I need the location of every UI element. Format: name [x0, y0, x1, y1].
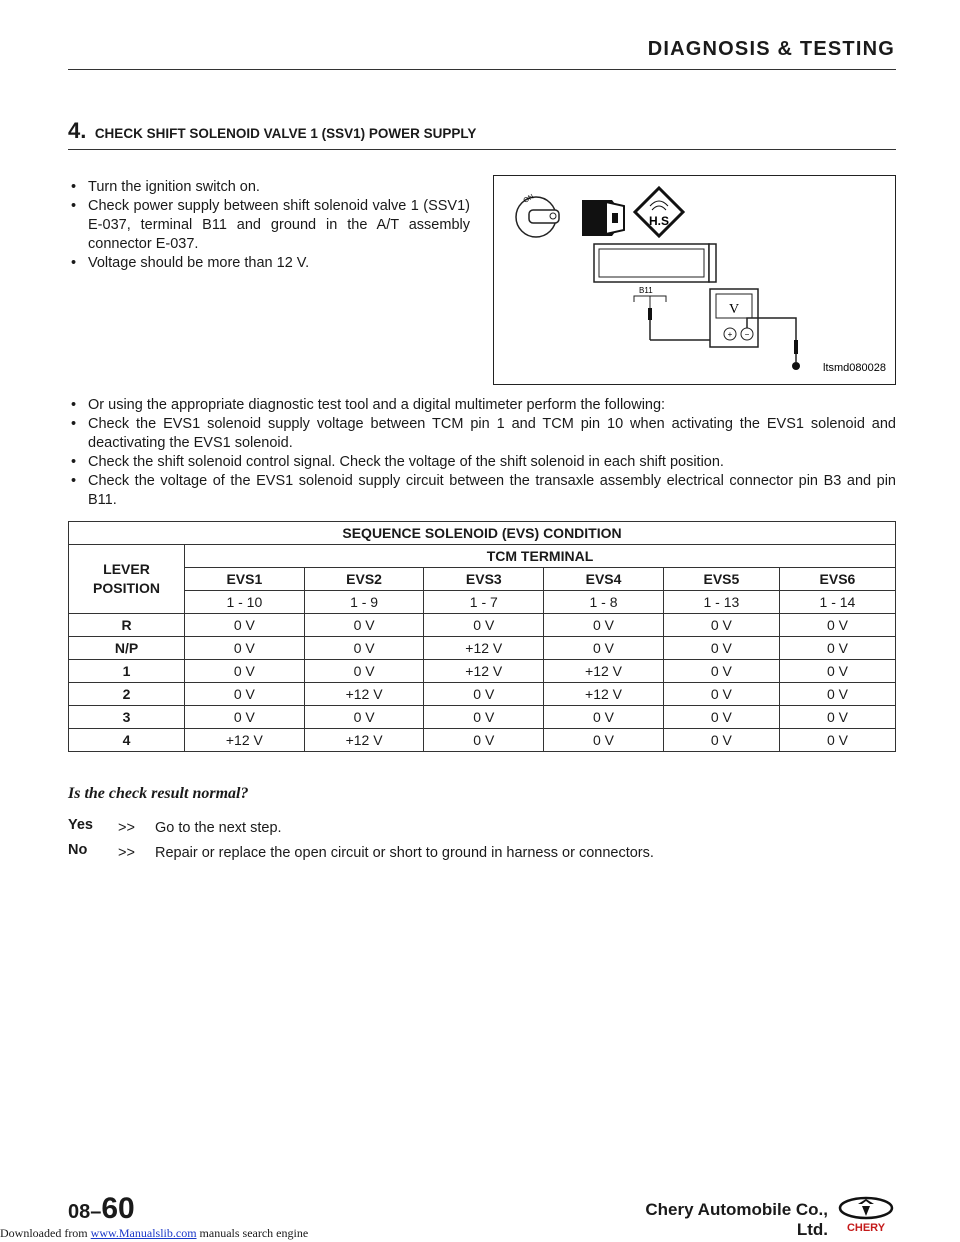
- voltage-cell: 0 V: [779, 614, 895, 637]
- svg-text:ON: ON: [522, 193, 536, 205]
- table-row: [69, 706, 896, 729]
- download-prefix: Downloaded from: [0, 1226, 88, 1240]
- column-header: EVS2: [304, 568, 424, 591]
- column-header-row: [69, 568, 896, 591]
- voltage-cell: +12 V: [424, 637, 544, 660]
- voltage-cell: +12 V: [424, 660, 544, 683]
- voltage-cell: 0 V: [424, 706, 544, 729]
- chery-logo: [836, 1194, 896, 1236]
- svg-text:−: −: [744, 330, 750, 339]
- step-title: CHECK SHIFT SOLENOID VALVE 1 (SSV1) POWER SUPPLY: [94, 126, 477, 141]
- wiring-diagram-figure: [493, 175, 896, 385]
- svg-text:CHERY: CHERY: [846, 1222, 886, 1234]
- tcm-terminal-header: TCM TERMINAL: [185, 545, 896, 568]
- lever-position: N/P: [69, 637, 185, 660]
- voltage-cell: 0 V: [663, 637, 779, 660]
- page-header-title: DIAGNOSIS & TESTING: [647, 38, 895, 60]
- step-divider: [68, 149, 896, 150]
- list-item: • Check the voltage of the EVS1 solenoid supply circuit between the transaxle assembly electrical connector pin B3 and pin B11.: [68, 472, 896, 510]
- voltage-cell: 0 V: [304, 660, 424, 683]
- ignition-switch-icon: [516, 193, 559, 237]
- voltage-cell: 0 V: [544, 637, 664, 660]
- column-header: EVS6: [779, 568, 895, 591]
- lever-position: 3: [69, 706, 185, 729]
- list-item: • Check power supply between shift solenoid valve 1 (SSV1) E-037, terminal B11 and ground in the A/T assembly connector E-037.: [68, 197, 470, 254]
- list-item: • Or using the appropriate diagnostic test tool and a digital multimeter perform the following:: [68, 396, 896, 415]
- terminal-cell: 1 - 7: [424, 591, 544, 614]
- table-row: [69, 614, 896, 637]
- terminal-label: B11: [639, 286, 653, 295]
- lever-position: R: [69, 614, 185, 637]
- header-divider: [68, 69, 896, 70]
- voltage-cell: 0 V: [304, 614, 424, 637]
- harness-side-icon: [635, 188, 683, 236]
- voltage-cell: 0 V: [185, 683, 305, 706]
- voltage-cell: 0 V: [779, 729, 895, 752]
- voltage-cell: 0 V: [424, 614, 544, 637]
- column-header: EVS3: [424, 568, 544, 591]
- answer-key: No: [68, 842, 88, 858]
- voltage-cell: 0 V: [304, 706, 424, 729]
- answer-arrow: >>: [118, 845, 135, 861]
- voltage-cell: 0 V: [185, 706, 305, 729]
- answer-text: Repair or replace the open circuit or short to ground in harness or connectors.: [155, 845, 654, 861]
- voltage-cell: +12 V: [544, 683, 664, 706]
- page-number: [68, 1192, 135, 1226]
- voltage-cell: 0 V: [544, 706, 664, 729]
- table-title: SEQUENCE SOLENOID (EVS) CONDITION: [69, 522, 896, 545]
- terminal-cell: 1 - 8: [544, 591, 664, 614]
- voltage-cell: 0 V: [779, 660, 895, 683]
- voltage-cell: 0 V: [779, 637, 895, 660]
- voltage-cell: +12 V: [185, 729, 305, 752]
- ground-probe-icon: [794, 340, 798, 354]
- terminal-cell: 1 - 10: [185, 591, 305, 614]
- lever-position: 1: [69, 660, 185, 683]
- table-row: [69, 660, 896, 683]
- voltage-cell: 0 V: [779, 683, 895, 706]
- voltage-cell: 0 V: [544, 614, 664, 637]
- voltage-cell: 0 V: [663, 706, 779, 729]
- figure-id: ltsmd080028: [823, 362, 886, 374]
- page-prefix: 08–: [68, 1201, 102, 1223]
- company-name: Chery Automobile Co., Ltd.: [645, 1200, 828, 1239]
- voltage-cell: +12 V: [304, 729, 424, 752]
- answer-arrow: >>: [118, 820, 135, 836]
- column-header: EVS5: [663, 568, 779, 591]
- manualslib-link[interactable]: www.Manualslib.com: [90, 1226, 197, 1240]
- terminal-cell: 1 - 14: [779, 591, 895, 614]
- download-suffix: manuals search engine: [199, 1226, 309, 1240]
- ground-icon: [792, 362, 800, 370]
- voltage-cell: 0 V: [424, 729, 544, 752]
- table-row: [69, 637, 896, 660]
- probe-icon: [648, 308, 652, 320]
- voltage-cell: 0 V: [779, 706, 895, 729]
- step-heading: [68, 118, 476, 144]
- terminal-cell: 1 - 13: [663, 591, 779, 614]
- svg-text:+: +: [727, 330, 733, 339]
- lever-position-header: LEVER POSITION: [69, 545, 185, 614]
- check-question: Is the check result normal?: [68, 785, 249, 802]
- answer-text: Go to the next step.: [155, 820, 282, 836]
- download-notice: [0, 1226, 308, 1241]
- svg-text:H.S: H.S: [648, 214, 670, 228]
- voltage-cell: 0 V: [544, 729, 664, 752]
- voltage-cell: 0 V: [185, 660, 305, 683]
- voltage-cell: 0 V: [304, 637, 424, 660]
- terminal-row: [69, 591, 896, 614]
- terminal-cell: 1 - 9: [304, 591, 424, 614]
- voltage-cell: 0 V: [663, 614, 779, 637]
- instruction-list-top: [68, 178, 470, 273]
- table-row: [69, 729, 896, 752]
- voltage-cell: +12 V: [304, 683, 424, 706]
- list-item: • Voltage should be more than 12 V.: [68, 254, 470, 273]
- answer-key: Yes: [68, 817, 93, 833]
- list-item: • Check the EVS1 solenoid supply voltage between TCM pin 1 and TCM pin 10 when activating the EVS1 solenoid and deactivating the EVS1 solenoid.: [68, 415, 896, 453]
- column-header: EVS1: [185, 568, 305, 591]
- evs-condition-table: [68, 521, 896, 752]
- step-number: 4.: [68, 118, 87, 143]
- lever-position: 4: [69, 729, 185, 752]
- column-header: EVS4: [544, 568, 664, 591]
- voltage-cell: 0 V: [185, 614, 305, 637]
- svg-text:V: V: [728, 302, 740, 317]
- list-item: • Turn the ignition switch on.: [68, 178, 470, 197]
- wiring-diagram: [494, 176, 895, 384]
- voltage-cell: 0 V: [663, 729, 779, 752]
- page-num: 60: [101, 1192, 135, 1225]
- connector-icon: [582, 200, 624, 236]
- voltage-cell: 0 V: [663, 660, 779, 683]
- voltage-cell: 0 V: [663, 683, 779, 706]
- voltage-cell: +12 V: [544, 660, 664, 683]
- list-item: • Check the shift solenoid control signal. Check the voltage of the shift solenoid in each shift position.: [68, 453, 896, 472]
- table-row: [69, 683, 896, 706]
- at-assembly-connector: [594, 244, 716, 282]
- instruction-list-bottom: [68, 396, 896, 510]
- voltage-cell: 0 V: [185, 637, 305, 660]
- lever-position: 2: [69, 683, 185, 706]
- voltage-cell: 0 V: [424, 683, 544, 706]
